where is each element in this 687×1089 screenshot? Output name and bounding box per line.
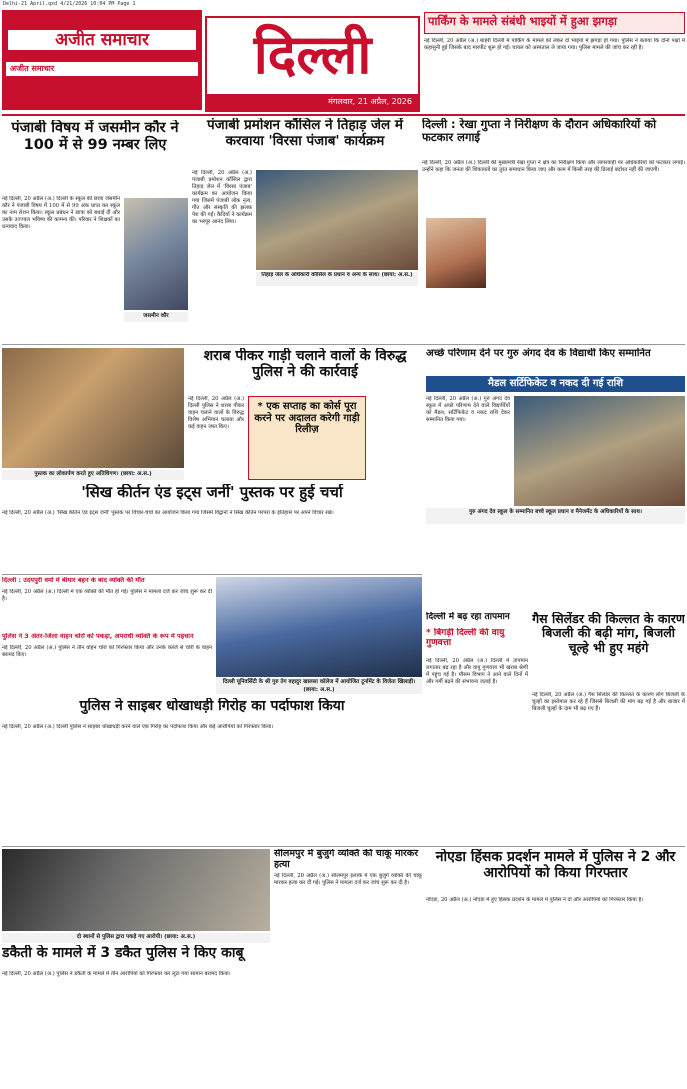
page-slug: Delhi-21 April.qxd 4/21/2026 10:04 PM Page 1 xyxy=(3,1,136,7)
headline: दिल्ली में बढ़ रहा तापमान xyxy=(426,612,510,622)
photo-caption: दो स्थानों से पुलिस द्वारा पकड़े गए आरोपी। (छाया: अ.स.) xyxy=(2,933,270,943)
heat-story xyxy=(426,612,528,844)
body: नई दिल्ली, 20 अप्रैल (अ.) दिल्ली पुलिस ने शराब पीकर वाहन चलाने वालों के विरुद्ध विशेष अभियान चलाया और कई वाहन जब्त किए। xyxy=(188,396,244,430)
dateline: मंगलवार, 21 अप्रैल, 2026 xyxy=(207,94,418,110)
headline: पंजाबी विषय में जसमीन कौर ने 100 में से 99 नम्बर लिए xyxy=(11,120,179,153)
city-masthead xyxy=(205,16,420,112)
short-stories xyxy=(2,577,212,687)
noida-story xyxy=(426,849,685,1087)
students-photo xyxy=(514,396,685,506)
quote-box: * एक सप्ताह का कोर्स पूरा करने पर अदालत करेगी गाड़ी रिलीज़ xyxy=(248,396,366,480)
rekha-gupta-photo xyxy=(426,218,486,288)
headline: पंजाबी प्रमोशन कौंसिल ने तिहाड़ जेल में करवाया 'विरसा पंजाब' कार्यक्रम xyxy=(207,118,403,149)
body: नई दिल्ली, 20 अप्रैल (अ.) पंजाबी प्रमोशन कौंसिल द्वारा तिहाड़ जेल में 'विरसा पंजाब' कार्यक्रम का आयोजन किया गया जिसमें पंजाबी लोक नृत्य, गीत और संस्कृति की झलक पेश की गई। कैदियों ने कार्यक्रम का भरपूर आनंद लिया। xyxy=(192,170,252,225)
body: नई दिल्ली, 20 अप्रैल (अ.) 'सिख कीर्तन एंड इट्स जर्नी' पुस्तक पर विचार-चर्चा का आयोजन किया गया जिसमें विद्वानों ने सिख कीर्तन परंपरा के इतिहास पर अपने विचार रखे। xyxy=(2,510,334,516)
body: नई दिल्ली, 20 अप्रैल (अ.) दिल्ली की मुख्यमंत्री रेखा गुप्ता ने क्षेत्र का निरीक्षण किया और लापरवाही पर अधिकारियों को फटकार लगाई। उन्होंने कहा कि जनता की शिकायतों का तुरंत समाधान किया जाए और काम में किसी तरह की ढिलाई बर्दाश्त नहीं की जाएगी। xyxy=(422,160,685,173)
short1-headline: दिल्ली : उदयपुरी वर्मा में बीमार बहन के बाद व्यक्ति की मौत xyxy=(2,577,145,584)
jasmeen-photo xyxy=(124,198,188,310)
accused-photo xyxy=(2,849,270,931)
headline: गैस सिलेंडर की किल्लत के कारण बिजली की बढ़ी मांग, बिजली चूल्हे भी हुए महंगे xyxy=(532,612,685,655)
body: नई दिल्ली, 20 अप्रैल (अ.) पुलिस ने डकैती के मामले में तीन आरोपियों को गिरफ्तार कर लूटा गया सामान बरामद किया। xyxy=(2,971,231,977)
seelampur-story xyxy=(274,849,422,1087)
divider xyxy=(2,114,685,116)
body: नई दिल्ली, 20 अप्रैल (अ.) सीलमपुर इलाके में एक बुजुर्ग व्यक्ति की चाकू मारकर हत्या कर दी गई। पुलिस ने मामला दर्ज कर जांच शुरू कर दी है। xyxy=(274,873,422,886)
virsa-punjab-photo xyxy=(256,170,418,270)
headline: पुलिस ने साइबर धोखाधड़ी गिरोह का पर्दाफाश किया xyxy=(79,698,345,714)
divider xyxy=(2,344,685,345)
headline: अच्छे परिणाम देने पर गुरु अंगद देव के विद्यार्थी किए सम्मानित xyxy=(426,348,651,359)
headline: पार्किंग के मामले संबंधी भाइयों में हुआ झगड़ा xyxy=(424,12,685,34)
headline: नोएडा हिंसक प्रदर्शन मामले में पुलिस ने 2 और आरोपियों को किया गिरफ्तार xyxy=(435,849,676,882)
short1-body: नई दिल्ली, 20 अप्रैल (अ.) दिल्ली में एक व्यक्ति की मौत हो गई। पुलिस ने मामला दर्ज कर जांच शुरू कर दी है। xyxy=(2,589,212,602)
guru-angad-story xyxy=(426,348,685,610)
top-right-story xyxy=(424,12,685,112)
book-launch-photo xyxy=(2,348,184,468)
body: नई दिल्ली, 20 अप्रैल (अ.) गैस सिलेंडर की किल्लत के कारण लोग बिजली के चूल्हों का इस्तेमाल कर रहे हैं जिससे बिजली की मांग बढ़ गई है और बाजार में बिजली चूल्हों के दाम भी बढ़ गए हैं। xyxy=(532,692,685,712)
photo-caption: जसमीन कौर xyxy=(124,312,188,322)
paper-name-small: अजीत समाचार xyxy=(6,62,198,76)
gas-cylinder-story xyxy=(532,612,685,844)
body: नई दिल्ली, 20 अप्रैल (अ.) दिल्ली में तापमान लगातार बढ़ रहा है और वायु गुणवत्ता भी खराब श्रेणी में पहुंच गई है। मौसम विभाग ने आने वाले दिनों में और गर्मी बढ़ने की संभावना जताई है। xyxy=(426,658,528,685)
masthead-left xyxy=(2,10,202,110)
body: नई दिल्ली, 20 अप्रैल (अ.) बाहरी दिल्ली में पार्किंग के मामले को लेकर दो भाइयों में झगड़ा हो गया। पुलिस ने बताया कि दोनों पक्षों में कहासुनी हुई जिसके बाद मारपीट शुरू हो गई। घायल को अस्पताल ले जाया गया। पुलिस मामले की जांच कर रही है। xyxy=(424,38,685,51)
headline: सीलमपुर में बुजुर्ग व्यक्ति की चाकू मारकर हत्या xyxy=(274,849,419,869)
subhead: * बिगड़ी दिल्ली की वायु गुणवत्ता xyxy=(426,628,505,649)
divider xyxy=(2,846,685,847)
rekha-gupta-story xyxy=(422,118,685,342)
dacoity-story xyxy=(2,849,270,1087)
banner: मैडल सर्टिफिकेट व नकद दी गई राशि xyxy=(426,376,685,392)
photo-caption: दिल्ली यूनिवर्सिटी के श्री गुरु तेग बहादुर खालसा कॉलेज में आयोजित टूर्नामेंट के विजेता खिलाड़ी। (छाया: अ.स.) xyxy=(216,678,422,694)
headline: शराब पीकर गाड़ी चलाने वालों के विरुद्ध पुलिस ने की कार्रवाई xyxy=(203,348,407,381)
headline: 'सिख कीर्तन एंड इट्स जर्नी' पुस्तक पर हुई चर्चा xyxy=(81,484,343,501)
short2-body: नई दिल्ली, 20 अप्रैल (अ.) पुलिस ने तीन वाहन चोरों को गिरफ्तार किया और उनके कब्जे से चोरी के वाहन बरामद किए। xyxy=(2,645,212,658)
punjabi-topper-story xyxy=(2,118,188,342)
basketball-team-photo xyxy=(216,577,422,677)
cyber-fraud-story xyxy=(2,698,422,844)
divider xyxy=(2,574,422,575)
body: नई दिल्ली, 20 अप्रैल (अ.) दिल्ली पुलिस ने साइबर धोखाधड़ी करने वाले एक गिरोह का पर्दाफाश किया और कई आरोपियों को गिरफ्तार किया। xyxy=(2,724,274,730)
short2-headline: पुलिस ने 3 अंतर-जिला वाहन चोरों को पकड़ा, अपराधी व्यक्ति के रूप में पहचान xyxy=(2,633,194,640)
city-name: दिल्ली xyxy=(253,22,372,86)
photo-caption: तिहाड़ जेल के अधिकारी कौंसिल के प्रधान व अन्य के साथ। (छाया: अ.स.) xyxy=(256,272,418,286)
virsa-punjab-story xyxy=(192,118,418,342)
body: नई दिल्ली, 20 अप्रैल (अ.) दिल्ली के स्कूल की छात्रा जसमीन कौर ने पंजाबी विषय में 100 में से 99 अंक प्राप्त कर स्कूल का नाम रोशन किया। स्कूल प्रबंधन ने छात्रा को बधाई दी और उसके उज्ज्वल भविष्य की कामना की। परिवार ने शिक्षकों का धन्यवाद किया। xyxy=(2,196,120,230)
photo-caption: गुरु अंगद देव स्कूल के सम्मानित बच्चे स्कूल प्रधान व मैनेजमेंट के अधिकारियों के साथ। xyxy=(426,508,685,524)
drunk-driving-story xyxy=(188,348,422,480)
body: नोएडा, 20 अप्रैल (अ.) नोएडा में हुए हिंसक प्रदर्शन के मामले में पुलिस ने दो और आरोपियों को गिरफ्तार किया है। xyxy=(426,897,644,903)
headline: दिल्ली : रेखा गुप्ता ने निरीक्षण के दौरान अधिकारियों को फटकार लगाई xyxy=(422,118,657,145)
photo-caption: पुस्तक का लोकार्पण करते हुए अतिथिगण। (छाया: अ.स.) xyxy=(2,470,184,480)
body: नई दिल्ली, 20 अप्रैल (अ.) गुरु अंगद देव स्कूल में अच्छे परिणाम देने वाले विद्यार्थियों को मैडल, सर्टिफिकेट व नकद राशि देकर सम्मानित किया गया। xyxy=(426,396,510,423)
headline: डकैती के मामले में 3 डकैत पुलिस ने किए काबू xyxy=(2,945,244,961)
paper-logo: अजीत समाचार xyxy=(6,28,198,52)
sikh-kirtan-story xyxy=(2,484,422,572)
